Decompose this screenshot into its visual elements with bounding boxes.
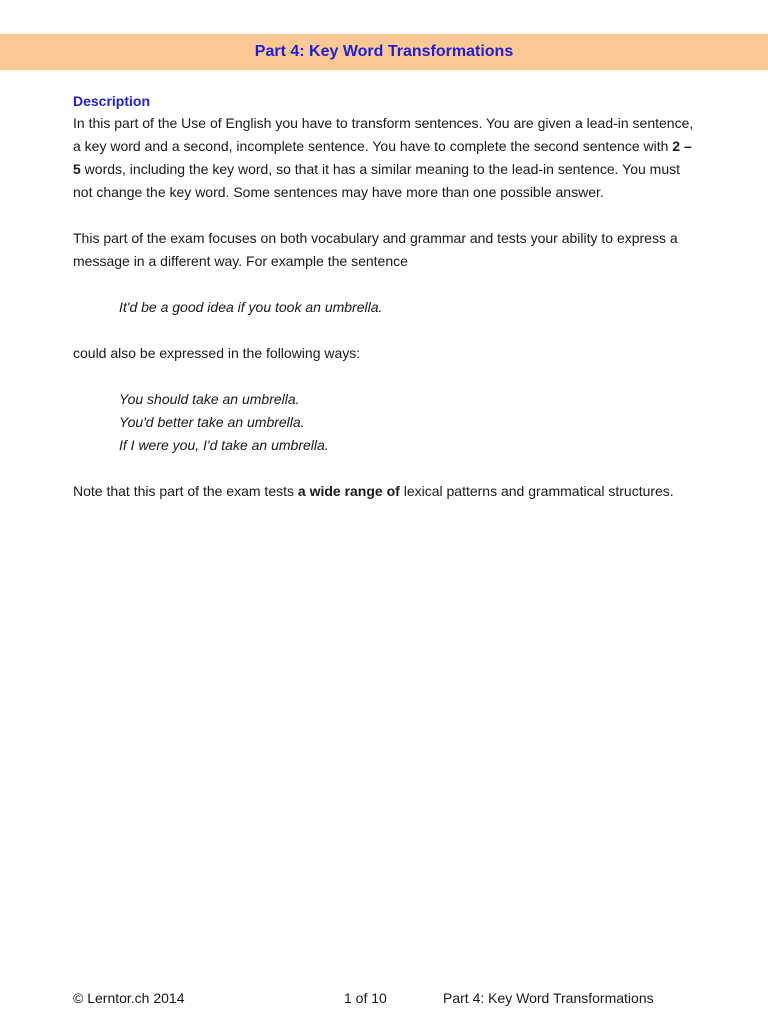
focus-paragraph: This part of the exam focuses on both vocabulary and grammar and tests your ability to express a message in a different way. For example the sentence <box>73 230 678 269</box>
description-paragraph <box>73 112 698 204</box>
note-emphasis: a wide range of <box>297 483 400 499</box>
word-count-range: 2 – 5 <box>73 138 692 177</box>
footer-section-title: Part 4: Key Word Transformations <box>443 990 654 1006</box>
page-footer <box>0 988 768 1008</box>
description-text-start: In this part of the Use of English you have to transform sentences. You are given a lead-in sentence, a key word and a second, incomplete sentence. You have to complete the second sentence with <box>73 115 694 154</box>
alternative-sentence: If I were you, I'd take an umbrella. <box>119 437 329 453</box>
alternative-sentence: You should take an umbrella. <box>119 391 300 407</box>
alternative-sentence: You'd better take an umbrella. <box>119 414 305 430</box>
main-content <box>73 90 698 503</box>
title-banner <box>0 34 768 70</box>
footer-page-number: 1 of 10 <box>344 990 387 1006</box>
note-paragraph <box>73 480 698 503</box>
note-text-start: Note that this part of the exam tests <box>73 483 298 499</box>
footer-copyright: © Lerntor.ch 2014 <box>73 990 185 1006</box>
page-title: Part 4: Key Word Transformations <box>254 43 514 60</box>
example-sentence: It'd be a good idea if you took an umbrella. <box>119 299 383 315</box>
description-text-end: words, including the key word, so that it has a similar meaning to the lead-in sentence. You must not change the key word. Some sentences may have more than one possible answer. <box>73 161 681 200</box>
expressed-paragraph: could also be expressed in the following ways: <box>73 345 361 361</box>
description-heading: Description <box>73 93 151 109</box>
note-text-end: lexical patterns and grammatical structures. <box>399 483 674 499</box>
